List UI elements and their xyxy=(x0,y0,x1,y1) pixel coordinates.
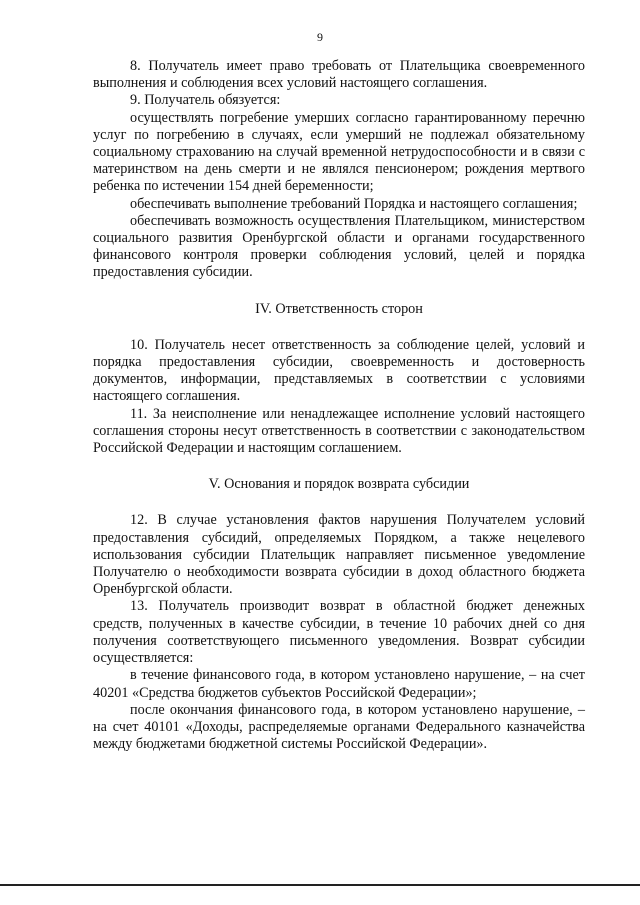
paragraph-13-item-after-year: после окончания финансового года, в котором установлено нарушение, – на счет 40101 «Доходы, распределяемые органами Федерального казначейства между бюджетами бюджетной системы Российской Федерации». xyxy=(93,701,585,753)
paragraph-9: 9. Получатель обязуется: xyxy=(130,92,281,109)
paragraph-9-item-compliance: обеспечивать выполнение требований Порядка и настоящего соглашения; xyxy=(130,195,578,212)
section-5-heading: V. Основания и порядок возврата субсидии xyxy=(208,476,470,493)
paragraph-9-item-burial: осуществлять погребение умерших согласно гарантированному перечню услуг по погребению в случаях, если умерший не подлежал обязательному социальному страхованию на случай временной нетрудоспособности и в связи с материнством на день смерти и не являлся пенсионером; рождения мертвого ребенка по истечении 154 дней беременности; xyxy=(93,109,585,195)
paragraph-8: 8. Получатель имеет право требовать от Плательщика своевременного выполнения и соблюдения всех условий настоящего соглашения. xyxy=(93,58,585,92)
bottom-scan-line xyxy=(0,884,640,886)
paragraph-10: 10. Получатель несет ответственность за соблюдение целей, условий и порядка предоставления субсидии, своевременность и достоверность документов, информации, представляемых в соответствии с условиями настоящего соглашения. xyxy=(93,336,585,405)
paragraph-13-item-current-year: в течение финансового года, в котором установлено нарушение, – на счет 40201 «Средства бюджетов субъектов Российской Федерации»; xyxy=(93,667,585,701)
paragraph-11: 11. За неисполнение или ненадлежащее исполнение условий настоящего соглашения стороны несут ответственность в соответствии с законодательством Российской Федерации и настоящим соглашением. xyxy=(93,405,585,457)
section-4-heading: IV. Ответственность сторон xyxy=(255,300,423,317)
document-body xyxy=(93,58,585,753)
paragraph-13: 13. Получатель производит возврат в областной бюджет денежных средств, полученных в качестве субсидии, в течение 10 рабочих дней со дня получения соответствующего письменного уведомления. Возврат субсидии осуществляется: xyxy=(93,598,585,667)
paragraph-12: 12. В случае установления фактов нарушения Получателем условий предоставления субсидий, определяемых Порядком, а также нецелевого использования субсидии Плательщик направляет письменное уведомление Получателю о необходимости возврата субсидии в доход областного бюджета Оренбургской области. xyxy=(93,512,585,598)
paragraph-9-item-inspection: обеспечивать возможность осуществления Плательщиком, министерством социального развития Оренбургской области и органами государственного финансового контроля проверки соблюдения условий, целей и порядка предоставления субсидии. xyxy=(93,212,585,281)
page-number: 9 xyxy=(317,30,323,44)
